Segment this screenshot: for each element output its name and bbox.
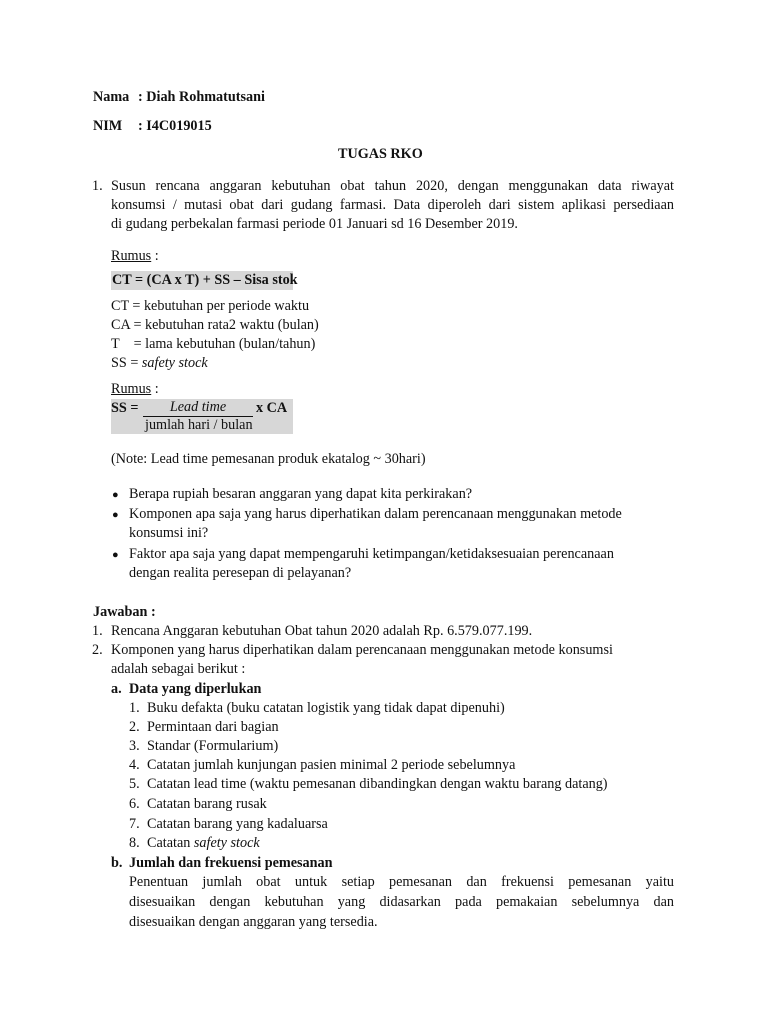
rumus2-label: Rumus — [111, 381, 152, 397]
answer2-number: 2. — [92, 642, 103, 658]
section-b-line-3: disesuaikan dengan anggaran yang tersedia. — [129, 914, 378, 930]
item8-prefix: Catatan — [147, 835, 194, 851]
question-3-line-1: Faktor apa saja yang dapat mempengaruhi ketimpangan/ketidaksesuaian perencanaan — [129, 546, 614, 562]
list-item: Catatan barang rusak — [147, 796, 267, 812]
section-b-line-2: disesuaikan dengan kebutuhan yang didasarkan pada pemakaian sebelumnya dan — [129, 894, 674, 910]
list-item — [147, 834, 260, 853]
list-number: 5. — [129, 776, 140, 792]
definition-ss — [111, 354, 208, 373]
definition-ct: CT = kebutuhan per periode waktu — [111, 298, 310, 314]
section-b-letter: b. — [111, 855, 123, 871]
task-number: 1. — [92, 178, 103, 194]
bullet-icon: ● — [112, 489, 119, 501]
list-item: Catatan lead time (waktu pemesanan dibandingkan dengan waktu barang datang) — [147, 776, 608, 792]
section-b-line-1: Penentuan jumlah obat untuk setiap pemesanan dan frekuensi pemesanan yaitu — [129, 874, 674, 890]
task-line-1: Susun rencana anggaran kebutuhan obat tahun 2020, dengan menggunakan data riwayat — [111, 178, 674, 194]
nim-label: NIM — [93, 118, 123, 134]
list-number: 8. — [129, 835, 140, 851]
ss-formula-left: SS = — [111, 400, 139, 416]
list-item: Catatan barang yang kadaluarsa — [147, 816, 328, 832]
rumus2-heading — [111, 380, 159, 399]
section-a-title: Data yang diperlukan — [129, 681, 262, 697]
nama-label: Nama — [93, 89, 130, 105]
answer2-line-1: Komponen yang harus diperhatikan dalam perencanaan menggunakan metode konsumsi — [111, 642, 613, 658]
section-b-title: Jumlah dan frekuensi pemesanan — [129, 855, 333, 871]
jawaban-heading: Jawaban : — [93, 604, 156, 620]
item8-term: safety stock — [193, 835, 260, 851]
list-number: 2. — [129, 719, 140, 735]
ss-prefix: SS = — [111, 355, 142, 371]
question-1: Berapa rupiah besaran anggaran yang dapat kita perkirakan? — [129, 486, 473, 502]
nama-value: : Diah Rohmatutsani — [138, 89, 265, 105]
formula-ct-text: CT = (CA x T) + SS – Sisa stok — [112, 272, 298, 288]
definition-t: T = lama kebutuhan (bulan/tahun) — [111, 336, 316, 352]
list-number: 4. — [129, 757, 140, 773]
definition-ca: CA = kebutuhan rata2 waktu (bulan) — [111, 317, 319, 333]
question-2-line-1: Komponen apa saja yang harus diperhatikan dalam perencanaan menggunakan metode — [129, 506, 622, 522]
ss-numerator: Lead time — [143, 399, 253, 417]
task-line-3: di gudang perbekalan farmasi periode 01 Januari sd 16 Desember 2019. — [111, 216, 518, 232]
answer2-line-2: adalah sebagai berikut : — [111, 661, 246, 677]
question-3-line-2: dengan realita peresepan di pelayanan? — [129, 565, 352, 581]
answer1-text: Rencana Anggaran kebutuhan Obat tahun 2020 adalah Rp. 6.579.077.199. — [111, 623, 533, 639]
list-number: 6. — [129, 796, 140, 812]
list-item: Standar (Formularium) — [147, 738, 279, 754]
list-item: Buku defakta (buku catatan logistik yang tidak dapat dipenuhi) — [147, 700, 505, 716]
rumus-label: Rumus — [111, 248, 152, 264]
note: (Note: Lead time pemesanan produk ekatalog ~ 30hari) — [111, 451, 426, 467]
question-2-line-2: konsumsi ini? — [129, 525, 209, 541]
page-title: TUGAS RKO — [338, 146, 423, 162]
rumus2-colon: : — [151, 381, 159, 397]
task-line-2: konsumsi / mutasi obat dari gudang farmasi. Data diperoleh dari sistem aplikasi persediaan — [111, 197, 674, 213]
rumus-colon: : — [151, 248, 159, 264]
bullet-icon: ● — [112, 509, 119, 521]
list-item: Catatan jumlah kunjungan pasien minimal 2 periode sebelumnya — [147, 757, 516, 773]
answer1-number: 1. — [92, 623, 103, 639]
ss-denominator: jumlah hari / bulan — [145, 417, 253, 433]
rumus-heading — [111, 247, 159, 266]
ss-right: x CA — [256, 400, 288, 416]
list-item: Permintaan dari bagian — [147, 719, 279, 735]
ss-term: safety stock — [141, 355, 208, 371]
bullet-icon: ● — [112, 549, 119, 561]
list-number: 3. — [129, 738, 140, 754]
list-number: 1. — [129, 700, 140, 716]
formula-ct — [111, 271, 298, 290]
section-a-letter: a. — [111, 681, 122, 697]
list-number: 7. — [129, 816, 140, 832]
nim-value: : I4C019015 — [138, 118, 212, 134]
